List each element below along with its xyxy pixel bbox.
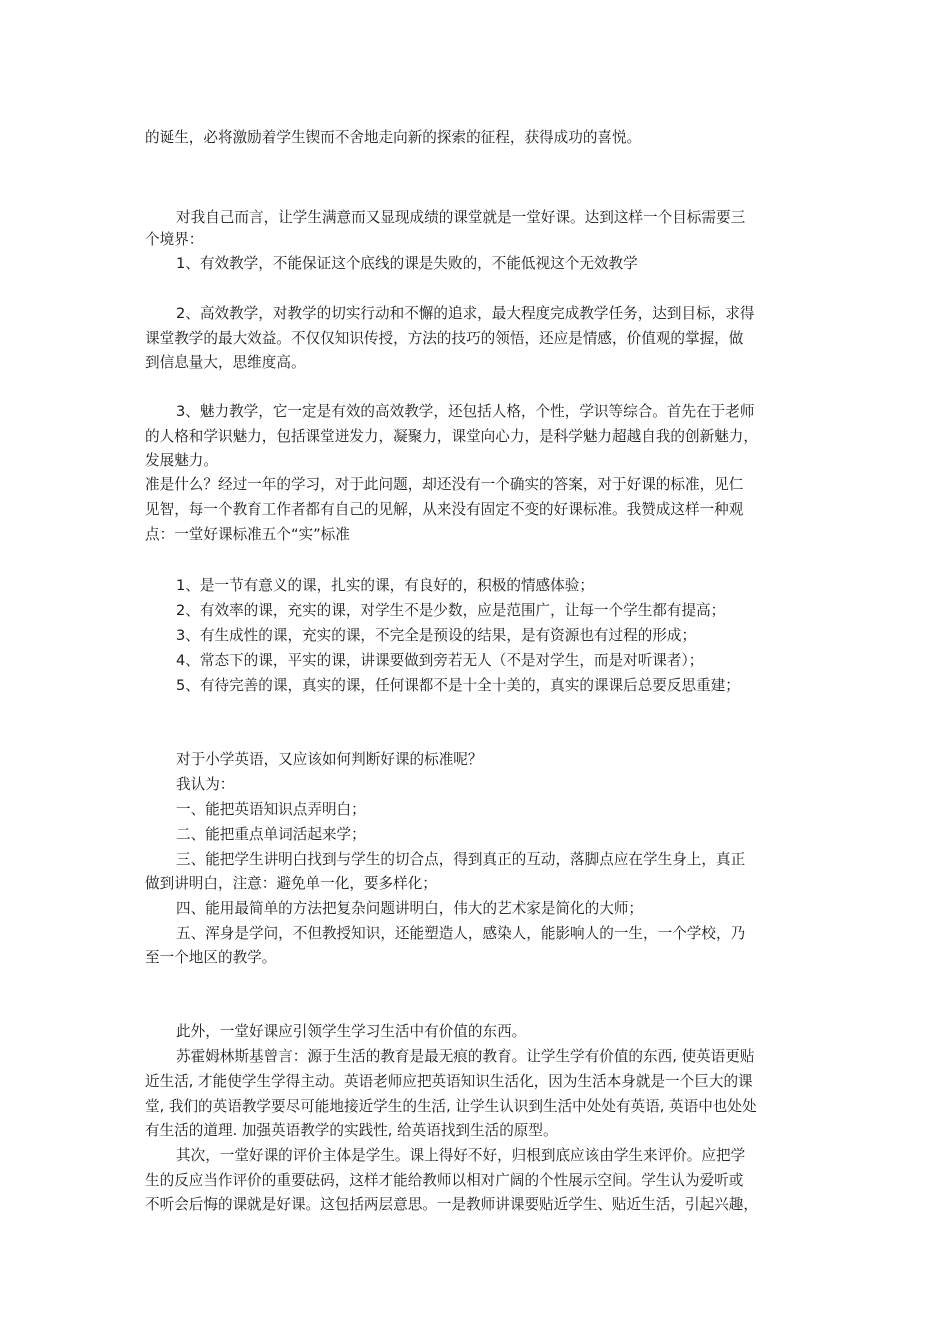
list-item-line: 5、有待完善的课，真实的课，任何课都不是十全十美的，真实的课课后总要反思重建； [176,677,740,694]
paragraph-line: 我认为： [176,776,235,793]
paragraph-line: 其次，一堂好课的评价主体是学生。课上得好不好，归根到底应该由学生来评价。应把学 [176,1147,746,1164]
list-item-line: 3、有生成性的课，充实的课，不完全是预设的结果，是有资源也有过程的形成； [176,627,697,644]
list-item-line: 一、能把英语知识点弄明白； [176,801,366,818]
paragraph-line: 对我自己而言，让学生满意而又显现成绩的课堂就是一堂好课。达到这样一个目标需要三 [176,209,746,226]
list-item-line: 3、魅力教学，它一定是有效的高效教学，还包括人格，个性，学识等综合。首先在于老师 [176,403,755,420]
text-line: 发展魅力。 [145,452,218,469]
text-line: 到信息量大，思维度高。 [145,354,306,371]
text-line: 的人格和学识魅力，包括课堂迸发力，凝聚力，课堂向心力，是科学魅力超越自我的创新魅力， [145,428,758,445]
list-item-line: 2、高效教学，对教学的切实行动和不懈的追求，最大程度完成教学任务，达到目标，求得 [176,305,755,322]
list-item-line: 四、能用最简单的方法把复杂问题讲明白，伟大的艺术家是简化的大师； [176,900,644,917]
text-line: 有生活的道理. 加强英语教学的实践性, 给英语找到生活的原型。 [145,1122,558,1139]
list-item-line: 二、能把重点单词活起来学； [176,826,366,843]
paragraph-line: 此外，一堂好课应引领学生学习生活中有价值的东西。 [176,1023,527,1040]
list-item-line: 2、有效率的课，充实的课，对学生不是少数，应是范围广，让每一个学生都有提高； [176,602,726,619]
text-line: 见智，每一个教育工作者都有自己的见解，从来没有固定不变的好课标准。我赞成这样一种观 [145,501,744,518]
text-line: 生的反应当作评价的重要砝码，这样才能给教师以相对广阔的个性展示空间。学生认为爱听或 [145,1172,744,1189]
list-item-line: 五、浑身是学问，不但教授知识，还能塑造人，感染人，能影响人的一生，一个学校，乃 [176,925,746,942]
paragraph-line: 苏霍姆林斯基曾言：源于生活的教育是最无痕的教育。让学生学有价值的东西, 使英语更贴 [176,1048,755,1065]
text-line: 近生活, 才能使学生学得主动。英语老师应把英语知识生活化，因为生活本身就是一个巨大的课 [145,1073,753,1090]
text-line: 做到讲明白，注意：避免单一化，要多样化； [145,875,437,892]
list-item-line: 4、常态下的课，平实的课，讲课要做到旁若无人（不是对学生，而是对听课者）； [176,652,704,669]
text-line: 至一个地区的教学。 [145,949,277,966]
list-item-line: 三、能把学生讲明白找到与学生的切合点，得到真正的互动，落脚点应在学生身上，真正 [176,851,746,868]
text-line: 不听会后悔的课就是好课。这包括两层意思。一是教师讲课要贴近学生、贴近生活，引起兴趣， [145,1196,758,1213]
list-item-line: 1、有效教学，不能保证这个底线的课是失败的，不能低视这个无效教学 [176,255,638,272]
text-line: 课堂教学的最大效益。不仅仅知识传授，方法的技巧的领悟，还应是情感，价值观的掌握，做 [145,330,744,347]
text-line: 准是什么？经过一年的学习，对于此问题，却还没有一个确实的答案，对于好课的标准，见仁 [145,476,744,493]
text-line: 堂, 我们的英语教学要尽可能地接近学生的生活, 让学生认识到生活中处处有英语, 英语中也处处 [145,1098,757,1115]
text-line: 个境界： [145,231,204,248]
paragraph-line: 对于小学英语，又应该如何判断好课的标准呢？ [176,751,483,768]
list-item-line: 1、是一节有意义的课，扎实的课，有良好的，积极的情感体验； [176,577,594,594]
text-line: 点：一堂好课标准五个“实”标准 [145,526,350,543]
text-line: 的诞生，必将激励着学生锲而不舍地走向新的探索的征程，获得成功的喜悦。 [145,129,642,146]
